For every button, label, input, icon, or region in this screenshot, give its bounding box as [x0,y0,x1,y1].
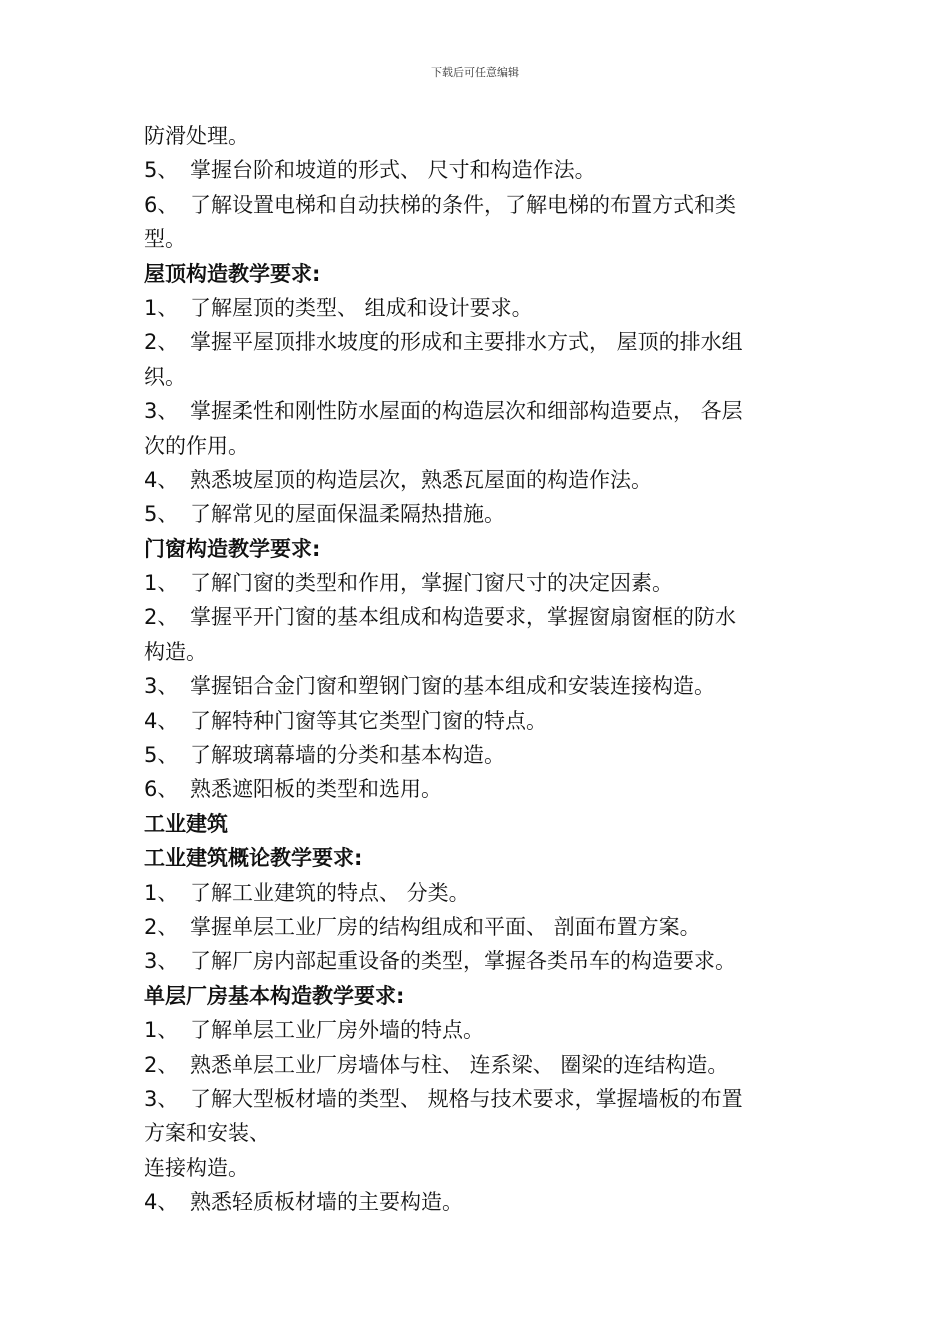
list-item-number: 2、 [144,1052,179,1077]
page-header: 下载后可任意编辑 [431,66,519,79]
list-item-number: 4、 [144,708,179,733]
list-item-number: 2、 [144,330,179,355]
list-item [144,600,814,634]
list-item-number: 3、 [144,674,179,699]
list-item-text: 熟悉遮阳板的类型和选用。 [190,777,442,802]
section-heading: 屋顶构造教学要求: [144,261,321,286]
text-line: 防滑处理。 [144,124,249,148]
list-item [144,394,814,428]
section-heading: 工业建筑 [144,811,228,836]
list-item-text: 了解玻璃幕墙的分类和基本构造。 [190,743,505,768]
text-line: 方案和安装、 [144,1121,270,1146]
list-item-text: 了解大型板材墙的类型、 规格与技术要求，掌握墙板的布置 [190,1086,743,1111]
list-item [144,463,814,497]
list-item [144,188,814,222]
list-item-text: 了解门窗的类型和作用，掌握门窗尺寸的决定因素。 [190,571,673,596]
list-item-number: 1、 [144,295,179,320]
list-item-text: 掌握台阶和坡道的形式、 尺寸和构造作法。 [190,158,596,183]
list-item-text: 熟悉轻质板材墙的主要构造。 [190,1190,463,1215]
section-heading: 工业建筑概论教学要求: [144,846,363,871]
text-line: 次的作用。 [144,433,249,458]
list-item-number: 5、 [144,743,179,768]
list-item-text: 掌握柔性和刚性防水屋面的构造层次和细部构造要点， 各层 [190,399,743,424]
list-item-text: 了解常见的屋面保温柔隔热措施。 [190,502,505,527]
list-item-number: 4、 [144,1190,179,1215]
list-item [144,291,814,325]
list-item [144,738,814,772]
document-body [144,119,814,1220]
list-item-number: 6、 [144,192,179,217]
list-item [144,325,814,359]
list-item [144,1082,814,1116]
text-line: 型。 [144,227,186,252]
list-item-number: 5、 [144,158,179,183]
list-item [144,153,814,187]
list-item-number: 1、 [144,880,179,905]
list-item-number: 3、 [144,399,179,424]
list-item [144,1048,814,1082]
list-item [144,1013,814,1047]
list-item [144,669,814,703]
list-item [144,497,814,531]
text-line: 构造。 [144,639,207,664]
list-item-text: 掌握平屋顶排水坡度的形成和主要排水方式， 屋顶的排水组 [190,330,743,355]
list-item-number: 2、 [144,914,179,939]
list-item-number: 5、 [144,502,179,527]
text-line: 连接构造。 [144,1155,249,1180]
text-line: 织。 [144,364,186,389]
list-item-text: 熟悉坡屋顶的构造层次，熟悉瓦屋面的构造作法。 [190,467,652,492]
list-item [144,566,814,600]
list-item-text: 掌握单层工业厂房的结构组成和平面、 剖面布置方案。 [190,914,701,939]
list-item-text: 了解屋顶的类型、 组成和设计要求。 [190,295,533,320]
list-item [144,704,814,738]
list-item [144,910,814,944]
list-item-number: 1、 [144,1018,179,1043]
section-heading: 单层厂房基本构造教学要求: [144,983,405,1008]
list-item-text: 了解单层工业厂房外墙的特点。 [190,1018,484,1043]
list-item [144,772,814,806]
list-item-number: 3、 [144,949,179,974]
list-item [144,876,814,910]
list-item-number: 1、 [144,571,179,596]
list-item-text: 了解特种门窗等其它类型门窗的特点。 [190,708,547,733]
section-heading: 门窗构造教学要求: [144,536,321,561]
list-item-text: 了解设置电梯和自动扶梯的条件，了解电梯的布置方式和类 [190,192,736,217]
list-item-text: 掌握平开门窗的基本组成和构造要求，掌握窗扇窗框的防水 [190,605,736,630]
list-item-text: 熟悉单层工业厂房墙体与柱、 连系梁、 圈梁的连结构造。 [190,1052,729,1077]
list-item-text: 了解厂房内部起重设备的类型，掌握各类吊车的构造要求。 [190,949,736,974]
list-item-text: 掌握铝合金门窗和塑钢门窗的基本组成和安装连接构造。 [190,674,715,699]
list-item [144,944,814,978]
list-item-number: 3、 [144,1086,179,1111]
list-item-number: 4、 [144,467,179,492]
list-item [144,1185,814,1219]
list-item-number: 6、 [144,777,179,802]
list-item-text: 了解工业建筑的特点、 分类。 [190,880,470,905]
list-item-number: 2、 [144,605,179,630]
